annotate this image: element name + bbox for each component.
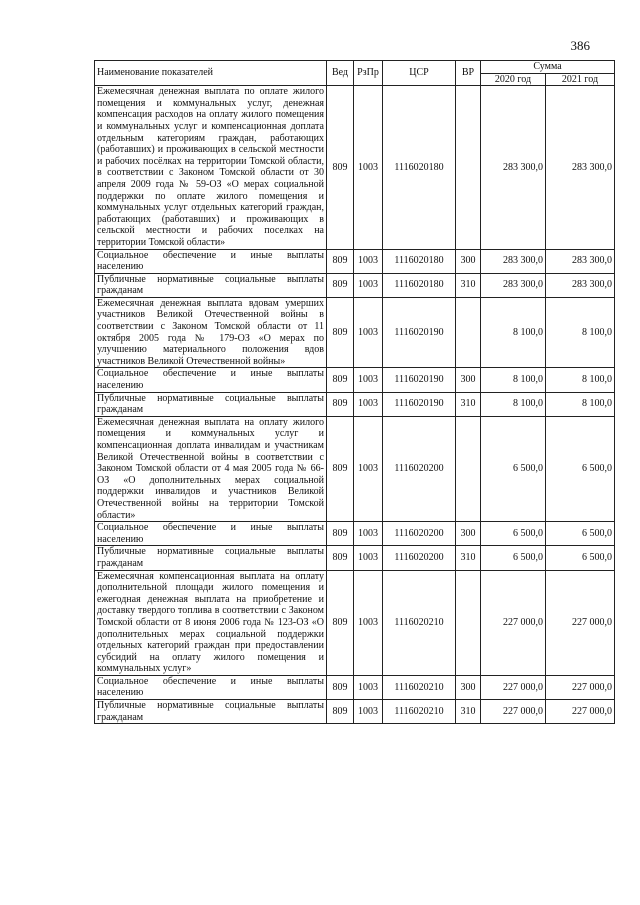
cell-name: Социальное обеспечение и иные выплаты населению bbox=[95, 249, 327, 273]
table-row bbox=[95, 368, 615, 392]
header-csr: ЦСР bbox=[383, 61, 456, 86]
cell-rzpr: 1003 bbox=[354, 675, 383, 699]
cell-sum-2020: 227 000,0 bbox=[481, 700, 546, 724]
cell-name: Публичные нормативные социальные выплаты гражданам bbox=[95, 700, 327, 724]
header-rzpr: РзПр bbox=[354, 61, 383, 86]
cell-vr bbox=[456, 416, 481, 521]
cell-rzpr: 1003 bbox=[354, 416, 383, 521]
page-number: 386 bbox=[570, 38, 590, 53]
cell-ved: 809 bbox=[327, 368, 354, 392]
cell-vr: 300 bbox=[456, 249, 481, 273]
cell-sum-2020: 283 300,0 bbox=[481, 86, 546, 249]
cell-csr: 1116020210 bbox=[383, 700, 456, 724]
cell-name: Публичные нормативные социальные выплаты гражданам bbox=[95, 546, 327, 570]
cell-csr: 1116020200 bbox=[383, 546, 456, 570]
header-2021: 2021 год bbox=[546, 73, 615, 86]
cell-sum-2020: 8 100,0 bbox=[481, 297, 546, 368]
cell-sum-2020: 227 000,0 bbox=[481, 675, 546, 699]
header-row bbox=[95, 61, 615, 74]
cell-vr: 300 bbox=[456, 675, 481, 699]
table-row bbox=[95, 546, 615, 570]
table-body bbox=[95, 86, 615, 724]
cell-rzpr: 1003 bbox=[354, 249, 383, 273]
cell-ved: 809 bbox=[327, 675, 354, 699]
table-row bbox=[95, 416, 615, 521]
cell-ved: 809 bbox=[327, 522, 354, 546]
cell-rzpr: 1003 bbox=[354, 273, 383, 297]
cell-csr: 1116020180 bbox=[383, 249, 456, 273]
table-row bbox=[95, 392, 615, 416]
cell-csr: 1116020190 bbox=[383, 297, 456, 368]
table-row bbox=[95, 249, 615, 273]
cell-ved: 809 bbox=[327, 700, 354, 724]
cell-csr: 1116020180 bbox=[383, 86, 456, 249]
cell-csr: 1116020190 bbox=[383, 392, 456, 416]
cell-vr bbox=[456, 297, 481, 368]
cell-sum-2021: 227 000,0 bbox=[546, 700, 615, 724]
cell-name: Публичные нормативные социальные выплаты гражданам bbox=[95, 392, 327, 416]
cell-sum-2020: 227 000,0 bbox=[481, 570, 546, 675]
table-row bbox=[95, 273, 615, 297]
budget-table bbox=[94, 60, 615, 724]
cell-rzpr: 1003 bbox=[354, 570, 383, 675]
cell-vr: 310 bbox=[456, 546, 481, 570]
cell-sum-2021: 8 100,0 bbox=[546, 392, 615, 416]
cell-sum-2020: 8 100,0 bbox=[481, 392, 546, 416]
table-row bbox=[95, 297, 615, 368]
cell-sum-2021: 227 000,0 bbox=[546, 570, 615, 675]
cell-sum-2020: 283 300,0 bbox=[481, 249, 546, 273]
cell-ved: 809 bbox=[327, 249, 354, 273]
cell-sum-2021: 8 100,0 bbox=[546, 368, 615, 392]
cell-sum-2020: 6 500,0 bbox=[481, 416, 546, 521]
cell-csr: 1116020210 bbox=[383, 675, 456, 699]
cell-rzpr: 1003 bbox=[354, 700, 383, 724]
table-row bbox=[95, 86, 615, 249]
cell-rzpr: 1003 bbox=[354, 392, 383, 416]
cell-vr: 300 bbox=[456, 522, 481, 546]
cell-sum-2020: 8 100,0 bbox=[481, 368, 546, 392]
cell-rzpr: 1003 bbox=[354, 297, 383, 368]
cell-ved: 809 bbox=[327, 392, 354, 416]
cell-vr: 310 bbox=[456, 273, 481, 297]
table-row bbox=[95, 522, 615, 546]
cell-sum-2021: 227 000,0 bbox=[546, 675, 615, 699]
cell-sum-2021: 283 300,0 bbox=[546, 86, 615, 249]
cell-rzpr: 1003 bbox=[354, 522, 383, 546]
cell-name: Социальное обеспечение и иные выплаты населению bbox=[95, 368, 327, 392]
table-row bbox=[95, 570, 615, 675]
header-sum: Сумма bbox=[481, 61, 615, 74]
cell-ved: 809 bbox=[327, 297, 354, 368]
cell-name: Ежемесячная денежная выплата вдовам умерших участников Великой Отечественной войны в соответствии с Законом Томской области от 11 октября 2005 года № 179-ОЗ «О мерах по улучшению материального положения вдов участников Великой Отечественной войны» bbox=[95, 297, 327, 368]
header-vr: ВР bbox=[456, 61, 481, 86]
cell-vr: 310 bbox=[456, 392, 481, 416]
table-row bbox=[95, 700, 615, 724]
cell-rzpr: 1003 bbox=[354, 546, 383, 570]
cell-rzpr: 1003 bbox=[354, 86, 383, 249]
cell-ved: 809 bbox=[327, 273, 354, 297]
header-ved: Вед bbox=[327, 61, 354, 86]
header-2020: 2020 год bbox=[481, 73, 546, 86]
cell-name: Социальное обеспечение и иные выплаты населению bbox=[95, 675, 327, 699]
cell-sum-2021: 283 300,0 bbox=[546, 273, 615, 297]
cell-name: Ежемесячная денежная выплата на оплату жилого помещения и коммунальных услуг и компенсационная доплата инвалидам и участникам Великой Отечественной войны в соответствии с Законом Томской области от 4 мая 2005 года № 66-ОЗ «О дополнительных мерах социальной поддержки инвалидов и участников Великой Отечественной войны на территории Томской области» bbox=[95, 416, 327, 521]
cell-name: Ежемесячная денежная выплата по оплате жилого помещения и коммунальных услуг, денежная компенсация расходов на оплату жилого помещения и коммунальных услуг и компенсационная доплата отдельным категориям граждан, работающих (работавших) и проживающих в сельской местности и рабочих посёлках на территории Томской области, в соответствии с Законом Томской области от 30 апреля 2009 года № 59-ОЗ «О мерах социальной поддержки по оплате жилого помещения и коммунальных услуг отдельных категорий граждан, работающих (работавших) и проживающих в сельской местности и рабочих поселках на территории Томской области» bbox=[95, 86, 327, 249]
cell-ved: 809 bbox=[327, 416, 354, 521]
cell-csr: 1116020180 bbox=[383, 273, 456, 297]
cell-sum-2021: 283 300,0 bbox=[546, 249, 615, 273]
cell-ved: 809 bbox=[327, 570, 354, 675]
cell-rzpr: 1003 bbox=[354, 368, 383, 392]
cell-csr: 1116020200 bbox=[383, 522, 456, 546]
cell-sum-2021: 6 500,0 bbox=[546, 522, 615, 546]
cell-vr: 300 bbox=[456, 368, 481, 392]
cell-vr bbox=[456, 570, 481, 675]
cell-name: Публичные нормативные социальные выплаты гражданам bbox=[95, 273, 327, 297]
header-name: Наименование показателей bbox=[95, 61, 327, 86]
cell-vr bbox=[456, 86, 481, 249]
cell-csr: 1116020210 bbox=[383, 570, 456, 675]
cell-name: Социальное обеспечение и иные выплаты населению bbox=[95, 522, 327, 546]
cell-name: Ежемесячная компенсационная выплата на оплату дополнительной площади жилого помещения и ежегодная денежная выплата на приобретение и доставку твердого топлива в соответствии с Законом Томской области от 8 июня 2006 года № 123-ОЗ «О дополнительных мерах социальной поддержки отдельных категорий граждан при предоставлении субсидий на оплату жилого помещения и коммунальных услуг» bbox=[95, 570, 327, 675]
cell-ved: 809 bbox=[327, 86, 354, 249]
cell-sum-2021: 6 500,0 bbox=[546, 416, 615, 521]
cell-sum-2020: 283 300,0 bbox=[481, 273, 546, 297]
cell-sum-2020: 6 500,0 bbox=[481, 522, 546, 546]
cell-vr: 310 bbox=[456, 700, 481, 724]
cell-ved: 809 bbox=[327, 546, 354, 570]
cell-sum-2021: 6 500,0 bbox=[546, 546, 615, 570]
table-row bbox=[95, 675, 615, 699]
cell-csr: 1116020190 bbox=[383, 368, 456, 392]
cell-csr: 1116020200 bbox=[383, 416, 456, 521]
cell-sum-2020: 6 500,0 bbox=[481, 546, 546, 570]
cell-sum-2021: 8 100,0 bbox=[546, 297, 615, 368]
